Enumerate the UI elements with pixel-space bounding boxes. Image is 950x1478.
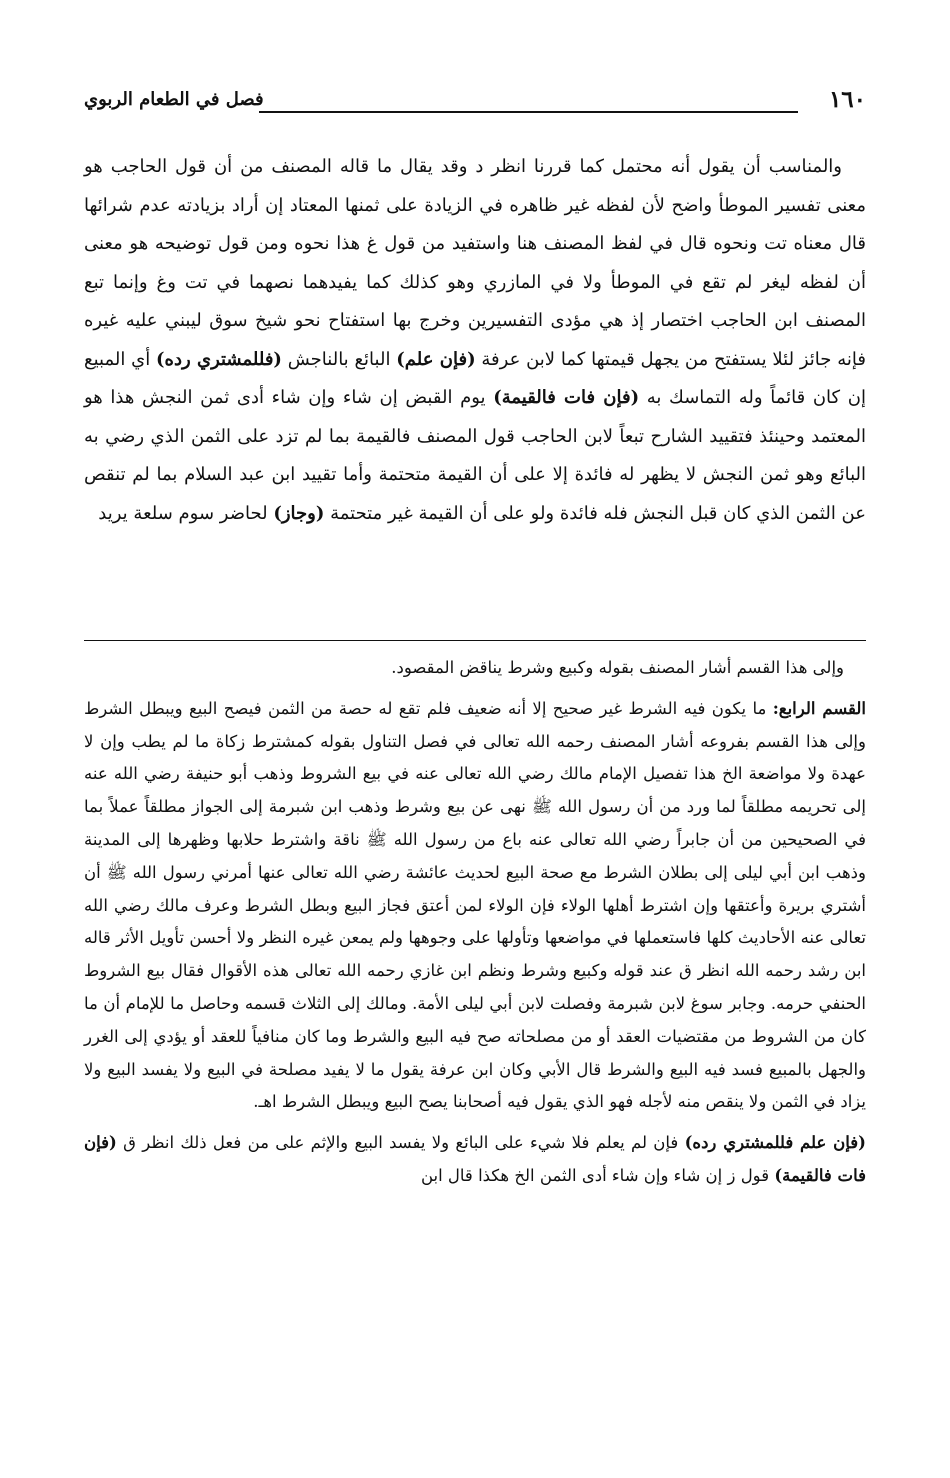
footnotes	[84, 652, 866, 1193]
main-text-segment: يوم القبض إن شاء وإن شاء أدى ثمن النجش هذا هو المعتمد وحينئذ فتقييد الشارح تبعاً لابن الحاجب قول المصنف فالقيمة بما لم تزد على الثمن الذي رضي به البائع وهو ثمن النجش لا يظهر له فائدة إلا على أن القيمة متحتمة وأما تقييد ابن عبد السلام بما لم تنقص عن الثمن الذي كان قبل النجش فله فائدة ولو على أن القيمة غير متحتمة	[84, 387, 866, 524]
footnote-text: قول ز إن شاء وإن شاء أدى الثمن الخ هكذا قال ابن	[420, 1165, 770, 1185]
running-title: فصل في الطعام الربوي	[84, 89, 264, 110]
main-text-segment: لحاضر سوم سلعة يريد	[98, 502, 268, 524]
footnote-divider	[84, 640, 866, 641]
matn-quote: (فإن فات فالقيمة)	[493, 387, 640, 408]
main-commentary-text	[84, 148, 866, 533]
main-text-segment: البائع بالناجش	[287, 348, 391, 370]
footnote-paragraph	[84, 652, 866, 685]
footnote-text: ما يكون فيه الشرط غير صحيح إلا أنه ضعيف فلم تقع له حصة من الثمن فيصح البيع ويبطل الشرط وإلى هذا القسم بفروعه أشار المصنف رحمه الله تعالى في فصل التناول بقوله كمشترط زكاة ما لم يطب وإن لا عهدة ولا مواضعة الخ هذا تفصيل الإمام مالك رضي الله تعالى عنه في بيع الشروط وذهب أبو حنيفة رضي الله عنه إلى تحريمه مطلقاً لما ورد من أن رسول الله ﷺ نهى عن بيع وشرط وذهب ابن شبرمة إلى الجواز مطلقاً عملاً بما في الصحيحين من أن جابراً رضي الله تعالى عنه باع من رسول الله ﷺ ناقة واشترط حلابها وظهرها إلى المدينة وذهب ابن أبي ليلى إلى بطلان الشرط مع صحة البيع لحديث عائشة رضي الله تعالى عنها أمرني رسول الله ﷺ أن أشتري بريرة وأعتقها وإن اشترط أهلها الولاء فإن الولاء لمن أعتق فجاز البيع وبطل الشرط وعرف مالك رضي الله تعالى عنه الأحاديث كلها فاستعملها في مواضعها وتأولها على وجوهها ولم يمعن غيره النظر ولا أحسن تأويل الأثر قاله ابن رشد رحمه الله انظر ق عند قوله وكبيع وشرط ونظم ابن غازي رحمه الله تعالى هذه الأقوال فقال بيع الشروط الحنفي حرمه. وجابر سوغ لابن شبرمة وفصلت لابن أبي ليلى الأمة. ومالك إلى الثلاث قسمه وحاصل ما للإمام أن ما كان من الشروط من مقتضيات العقد أو من مصلحاته صح فيه البيع والشرط وما كان منافياً للعقد أو يؤدي إلى الغرر والجهل بالمبيع فسد فيه البيع والشرط قال الأبي وكان ابن عرفة يقول ما لا يفيد مصلحة في البيع ولا يفسد البيع ولا يزاد في الثمن ولا ينقص منه لأجله فهو الذي يقول فيه أصحابنا يصح البيع ويبطل الشرط اهـ.	[84, 698, 866, 1112]
page-number: ١٦٠	[828, 86, 866, 113]
matn-quote: (فإن علم فللمشتري رده)	[684, 1133, 866, 1153]
footnote-text: وإلى هذا القسم أشار المصنف بقوله وكبيع وشرط يناقض المقصود.	[391, 658, 844, 677]
section-heading: القسم الرابع:	[772, 698, 867, 718]
matn-quote: (فللمشتري رده)	[156, 348, 282, 370]
matn-quote: (فإن فات فالقيمة)	[84, 1133, 866, 1185]
footnote-paragraph	[84, 1127, 866, 1193]
footnote-text: فإن لم يعلم فلا شيء على البائع ولا يفسد البيع والإثم على من فعل ذلك انظر ق	[123, 1133, 679, 1153]
page-header	[84, 86, 866, 120]
main-text-segment: أي المبيع إن كان قائماً وله التماسك به	[84, 348, 866, 408]
matn-quote: (وجاز)	[273, 502, 325, 524]
header-rule	[259, 111, 798, 113]
footnote-paragraph	[84, 693, 866, 1119]
matn-quote: (فإن علم)	[396, 348, 476, 370]
main-text-segment: والمناسب أن يقول أنه محتمل كما قررنا انظر د وقد يقال ما قاله المصنف من أن قول الحاجب هو معنى تفسير الموطأ واضح لأن لفظه غير ظاهره في الزيادة على ثمنها المعتاد إن أراد بزيادته عدم شرائها قال معناه تت ونحوه قال في لفظ المصنف هنا واستفيد من قول غ هذا نحوه ومن قول توضيحه هو معنى أن لفظه ليغر لم تقع في الموطأ ولا في المازري وهو كذلك كما يفيدهما نصهما في تت وغ وإنما تبع المصنف ابن الحاجب اختصار إذ هي مؤدى التفسيرين وخرج بها استفتاح نحو شيخ سوق ليبني عليه غيره فإنه جائز لئلا يستفتح من يجهل قيمتها كما لابن عرفة	[84, 156, 866, 370]
